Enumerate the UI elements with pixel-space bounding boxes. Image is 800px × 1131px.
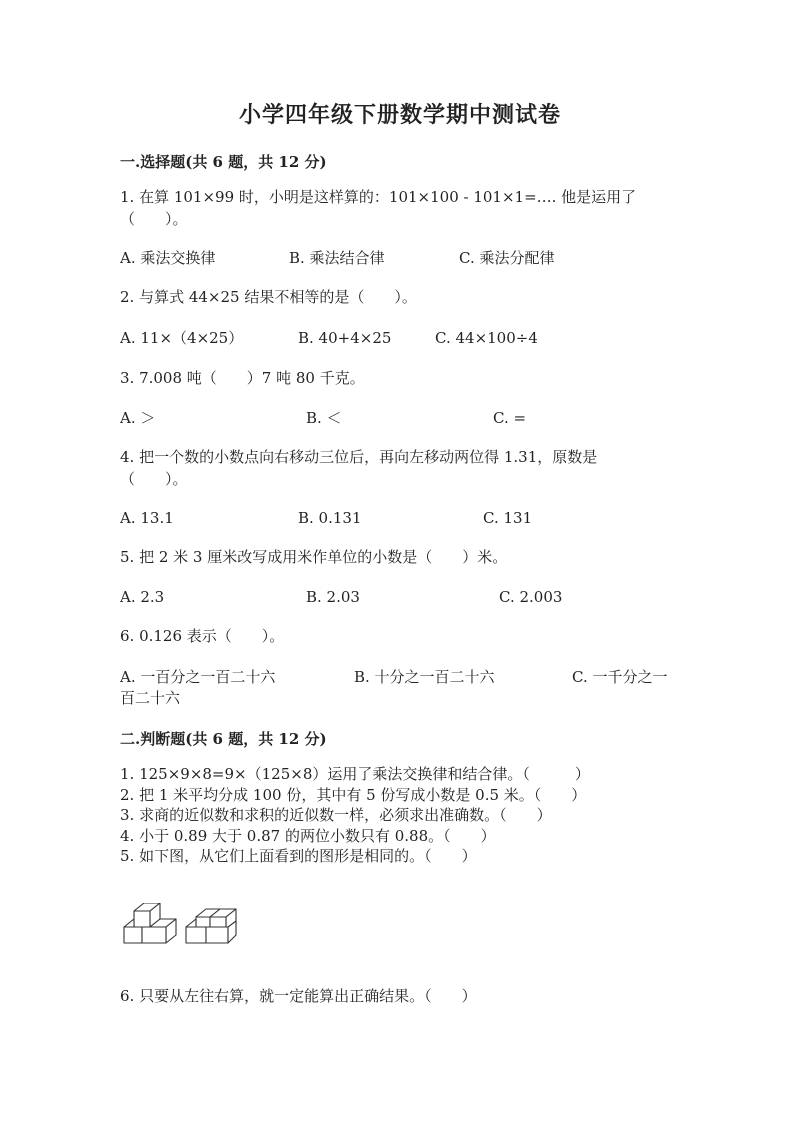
option-b[interactable]: B. ＜ xyxy=(306,409,342,427)
question-text: 4. 把一个数的小数点向右移动三位后，再向左移动两位得 1.31，原数是 xyxy=(120,448,598,466)
question-2 xyxy=(120,286,690,308)
option-a[interactable]: A. 13.1 xyxy=(120,509,174,527)
figure-right xyxy=(186,909,236,943)
figure-left xyxy=(124,903,176,943)
question-text: 3. 7.008 吨（ ）7 吨 80 千克。 xyxy=(120,369,365,387)
option-c[interactable]: C. 2.003 xyxy=(499,588,563,606)
section-heading-choice: 一.选择题(共 6 题，共 12 分) xyxy=(120,153,327,171)
option-b[interactable]: B. 2.03 xyxy=(306,588,360,606)
cube-figures xyxy=(120,903,245,949)
option-a[interactable]: A. ＞ xyxy=(120,409,156,427)
question-text: 6. 0.126 表示（ ）。 xyxy=(120,627,285,645)
judge-item-1: 1. 125×9×8=9×（125×8）运用了乘法交换律和结合律。（ ） xyxy=(120,765,590,783)
question-text-cont: （ ）。 xyxy=(120,470,188,488)
question-text: 5. 把 2 米 3 厘米改写成用米作单位的小数是（ ）米。 xyxy=(120,548,508,566)
judge-item-4: 4. 小于 0.89 大于 0.87 的两位小数只有 0.88。（ ） xyxy=(120,826,496,845)
judge-item-2: 2. 把 1 米平均分成 100 份，其中有 5 份写成小数是 0.5 米。（ ） xyxy=(120,785,587,804)
judge-list xyxy=(120,764,690,867)
question-6 xyxy=(120,625,690,647)
judge-item-3: 3. 求商的近似数和求积的近似数一样，必须求出准确数。（ ） xyxy=(120,806,552,824)
option-c-cont: 百二十六 xyxy=(120,689,181,707)
option-b[interactable]: B. 十分之一百二十六 xyxy=(354,668,495,686)
option-c[interactable]: C. 乘法分配律 xyxy=(459,249,555,267)
judge-item-6: 6. 只要从左往右算，就一定能算出正确结果。（ ） xyxy=(120,987,477,1005)
option-a[interactable]: A. 2.3 xyxy=(120,588,165,606)
question-5 xyxy=(120,546,690,568)
question-text: 1. 在算 101×99 时，小明是这样算的：101×100 - 101×1=…. 他是运用了 xyxy=(120,188,637,206)
page-title: 小学四年级下册数学期中测试卷 xyxy=(238,102,561,128)
section-heading-judge: 二.判断题(共 6 题，共 12 分) xyxy=(120,730,327,748)
question-text: 2. 与算式 44×25 结果不相等的是（ ）。 xyxy=(120,288,417,306)
option-b[interactable]: B. 乘法结合律 xyxy=(289,249,385,267)
option-b[interactable]: B. 0.131 xyxy=(298,509,362,527)
question-3 xyxy=(120,367,690,389)
option-c[interactable]: C. 44×100÷4 xyxy=(435,329,538,347)
option-b[interactable]: B. 40+4×25 xyxy=(298,329,392,347)
question-1 xyxy=(120,186,690,230)
question-text-cont: （ ）。 xyxy=(120,210,188,228)
option-a[interactable]: A. 一百分之一百二十六 xyxy=(120,668,276,686)
option-c[interactable]: C. = xyxy=(493,409,527,427)
judge-item-5: 5. 如下图，从它们上面看到的图形是相同的。（ ） xyxy=(120,847,477,865)
option-c[interactable]: C. 131 xyxy=(483,509,533,527)
option-a[interactable]: A. 11×（4×25） xyxy=(120,329,244,347)
cube-stack-figure xyxy=(120,903,245,945)
question-4 xyxy=(120,446,690,490)
option-a[interactable]: A. 乘法交换律 xyxy=(120,249,216,267)
judge-item-6-wrap xyxy=(120,986,690,1007)
option-c[interactable]: C. 一千分之一 xyxy=(572,668,668,686)
